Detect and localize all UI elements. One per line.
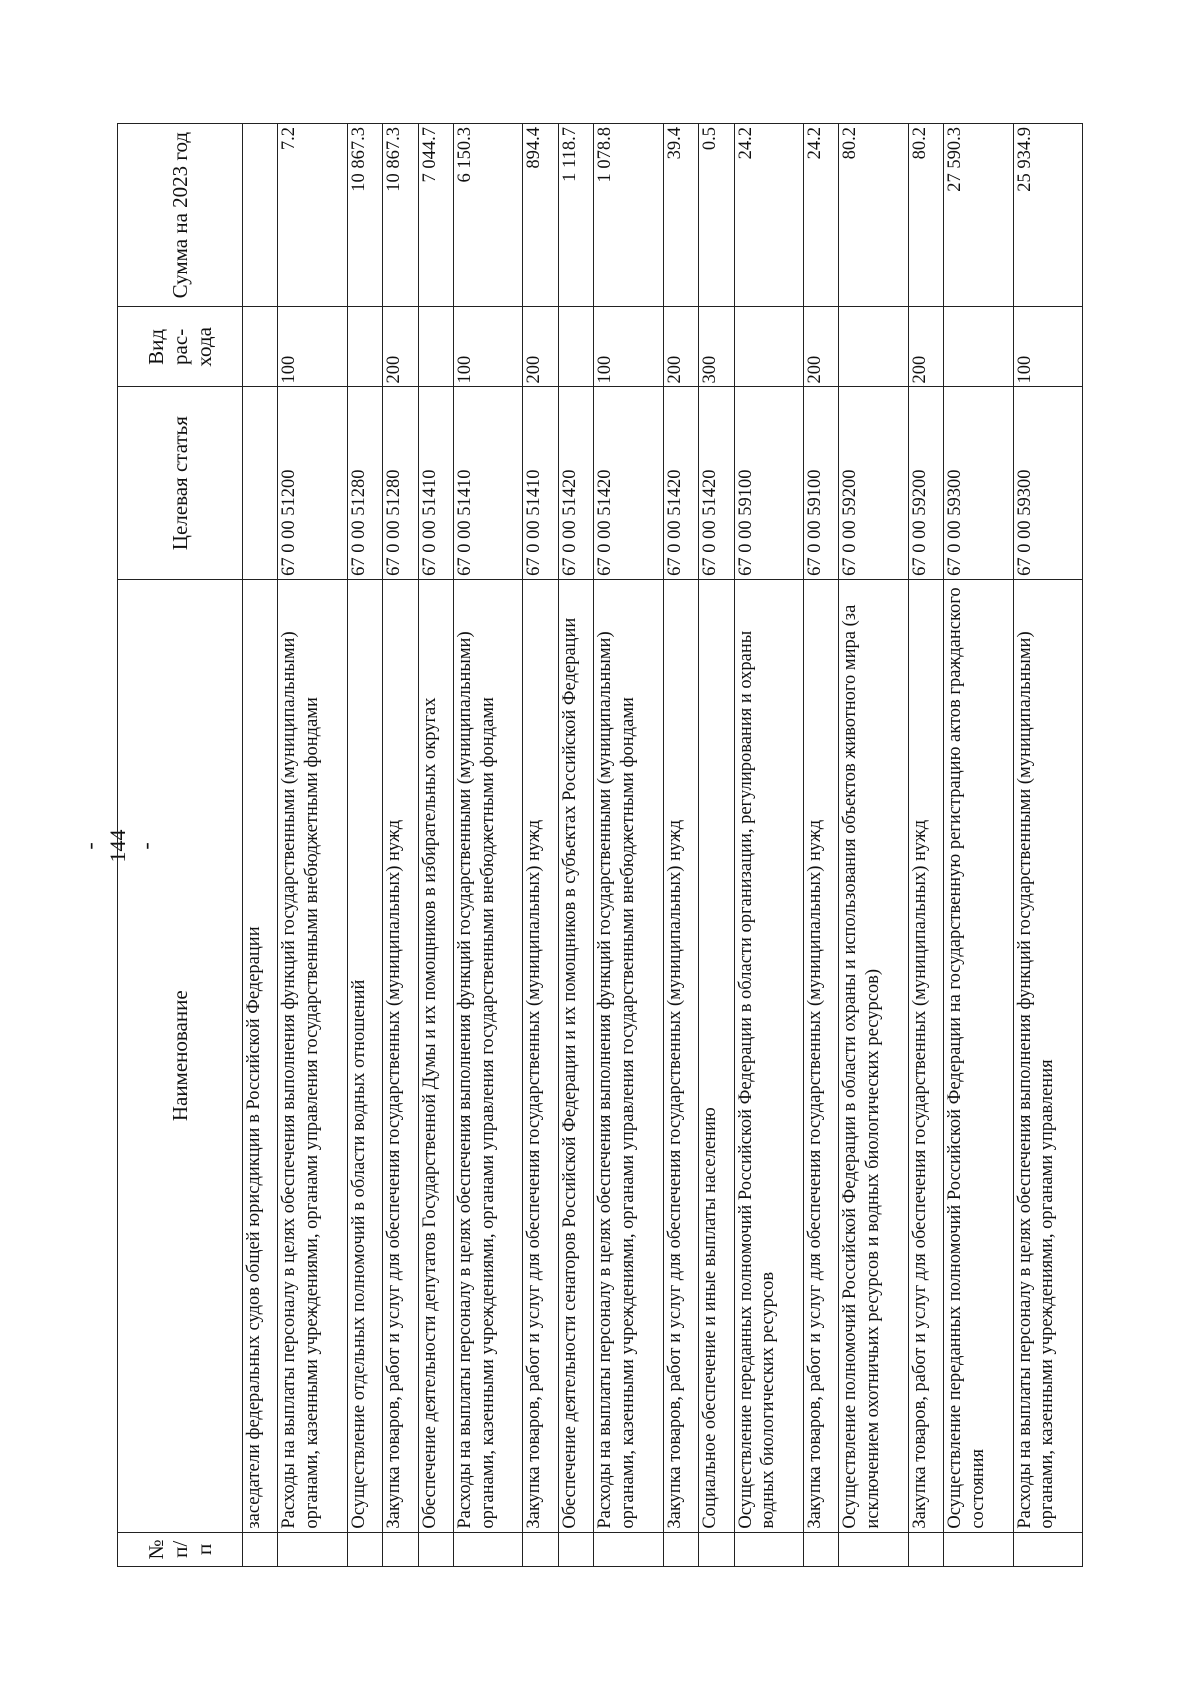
row-sum: 10 867.3 [347,124,382,307]
row-number [839,1532,908,1566]
row-name: Обеспечение деятельности депутатов Государственной Думы и их помощников в избирательных округах [418,579,453,1532]
row-number [594,1532,663,1566]
row-number [347,1532,382,1566]
row-expense-type: 200 [908,307,943,387]
row-sum: 0.5 [699,124,734,307]
row-name: Социальное обеспечение и иные выплаты населению [699,579,734,1532]
row-number [383,1532,418,1566]
row-number [699,1532,734,1566]
row-name: Закупка товаров, работ и услуг для обеспечения государственных (муниципальных) нужд [908,579,943,1532]
row-target-article: 67 0 00 51420 [558,387,593,579]
row-target-article: 67 0 00 51410 [523,387,558,579]
row-name: Расходы на выплаты персоналу в целях обеспечения выполнения функций государственными (муниципальными) органами, казенными учреждениями, органами управления государственными внебюджетными фондами [278,579,347,1532]
header-sum-2023: Сумма на 2023 год [118,124,243,307]
row-sum: 80.2 [908,124,943,307]
row-expense-type: 100 [594,307,663,387]
row-sum: 24.2 [734,124,803,307]
row-expense-type: 100 [1013,307,1082,387]
page-number: - 144 - [77,829,158,863]
row-name: Закупка товаров, работ и услуг для обеспечения государственных (муниципальных) нужд [383,579,418,1532]
table-row [278,124,347,1567]
row-sum: 1 118.7 [558,124,593,307]
row-name: Обеспечение деятельности сенаторов Российской Федерации и их помощников в субъектах Российской Федерации [558,579,593,1532]
table-row [839,124,908,1567]
row-sum: 894.4 [523,124,558,307]
table-row [663,124,698,1567]
row-target-article: 67 0 00 51410 [454,387,523,579]
row-target-article: 67 0 00 51420 [663,387,698,579]
row-target-article: 67 0 00 59300 [944,387,1013,579]
row-target-article: 67 0 00 59200 [908,387,943,579]
row-target-article [243,387,278,579]
table-row [418,124,453,1567]
row-name: Расходы на выплаты персоналу в целях обеспечения выполнения функций государственными (муниципальными) органами, казенными учреждениями, органами управления [1013,579,1082,1532]
row-expense-type: 200 [663,307,698,387]
row-target-article: 67 0 00 51420 [594,387,663,579]
table-row [734,124,803,1567]
row-number [523,1532,558,1566]
row-expense-type: 200 [383,307,418,387]
header-expense-type: Вид рас- хода [118,307,243,387]
row-number [278,1532,347,1566]
table-row [383,124,418,1567]
row-expense-type: 100 [454,307,523,387]
row-sum: 7 044.7 [418,124,453,307]
header-no: № п/п [118,1532,243,1566]
row-expense-type [558,307,593,387]
table-row [908,124,943,1567]
table-row [454,124,523,1567]
row-expense-type [243,307,278,387]
table-header-row [118,124,243,1567]
row-expense-type [418,307,453,387]
row-sum: 27 590.3 [944,124,1013,307]
row-name: Закупка товаров, работ и услуг для обеспечения государственных (муниципальных) нужд [523,579,558,1532]
row-target-article: 67 0 00 59100 [803,387,838,579]
row-target-article: 67 0 00 51280 [383,387,418,579]
row-target-article: 67 0 00 51410 [418,387,453,579]
header-target-article: Целевая статья [118,387,243,579]
row-expense-type: 200 [803,307,838,387]
row-name: Осуществление переданных полномочий Российской Федерации на государственную регистрацию актов гражданского состояния [944,579,1013,1532]
header-name: Наименование [118,579,243,1532]
row-sum: 6 150.3 [454,124,523,307]
row-target-article: 67 0 00 51420 [699,387,734,579]
row-number [908,1532,943,1566]
row-number [663,1532,698,1566]
row-expense-type: 200 [523,307,558,387]
row-name: Расходы на выплаты персоналу в целях обеспечения выполнения функций государственными (муниципальными) органами, казенными учреждениями, органами управления государственными внебюджетными фондами [594,579,663,1532]
table-row [1013,124,1082,1567]
row-expense-type [347,307,382,387]
row-sum: 1 078.8 [594,124,663,307]
row-sum: 7.2 [278,124,347,307]
row-name: Расходы на выплаты персоналу в целях обеспечения выполнения функций государственными (муниципальными) органами, казенными учреждениями, органами управления государственными внебюджетными фондами [454,579,523,1532]
table-row [803,124,838,1567]
table-row [347,124,382,1567]
row-name: Осуществление переданных полномочий Российской Федерации в области организации, регулирования и охраны водных биологических ресурсов [734,579,803,1532]
row-sum: 10 867.3 [383,124,418,307]
table-row [594,124,663,1567]
row-sum: 80.2 [839,124,908,307]
row-number [944,1532,1013,1566]
row-number [1013,1532,1082,1566]
row-sum: 39.4 [663,124,698,307]
row-expense-type [734,307,803,387]
row-number [454,1532,523,1566]
row-number [418,1532,453,1566]
row-name: Осуществление полномочий Российской Федерации в области охраны и использования объектов животного мира (за исключением охотничьих ресурсов и водных биологических ресурсов) [839,579,908,1532]
row-number [734,1532,803,1566]
row-sum: 25 934.9 [1013,124,1082,307]
row-target-article: 67 0 00 51200 [278,387,347,579]
row-expense-type [944,307,1013,387]
row-expense-type: 100 [278,307,347,387]
table-row [944,124,1013,1567]
row-name: Закупка товаров, работ и услуг для обеспечения государственных (муниципальных) нужд [803,579,838,1532]
budget-table [117,123,1083,1567]
table-row [523,124,558,1567]
budget-table-container [117,123,1083,1567]
row-number [558,1532,593,1566]
row-name: Закупка товаров, работ и услуг для обеспечения государственных (муниципальных) нужд [663,579,698,1532]
row-name: Осуществление отдельных полномочий в области водных отношений [347,579,382,1532]
table-row [243,124,278,1567]
row-target-article: 67 0 00 59100 [734,387,803,579]
row-name: заседатели федеральных судов общей юрисдикции в Российской Федерации [243,579,278,1532]
row-number [803,1532,838,1566]
row-target-article: 67 0 00 59200 [839,387,908,579]
row-number [243,1532,278,1566]
table-row [558,124,593,1567]
row-target-article: 67 0 00 51280 [347,387,382,579]
row-target-article: 67 0 00 59300 [1013,387,1082,579]
row-sum [243,124,278,307]
row-expense-type [839,307,908,387]
row-sum: 24.2 [803,124,838,307]
table-row [699,124,734,1567]
row-expense-type: 300 [699,307,734,387]
